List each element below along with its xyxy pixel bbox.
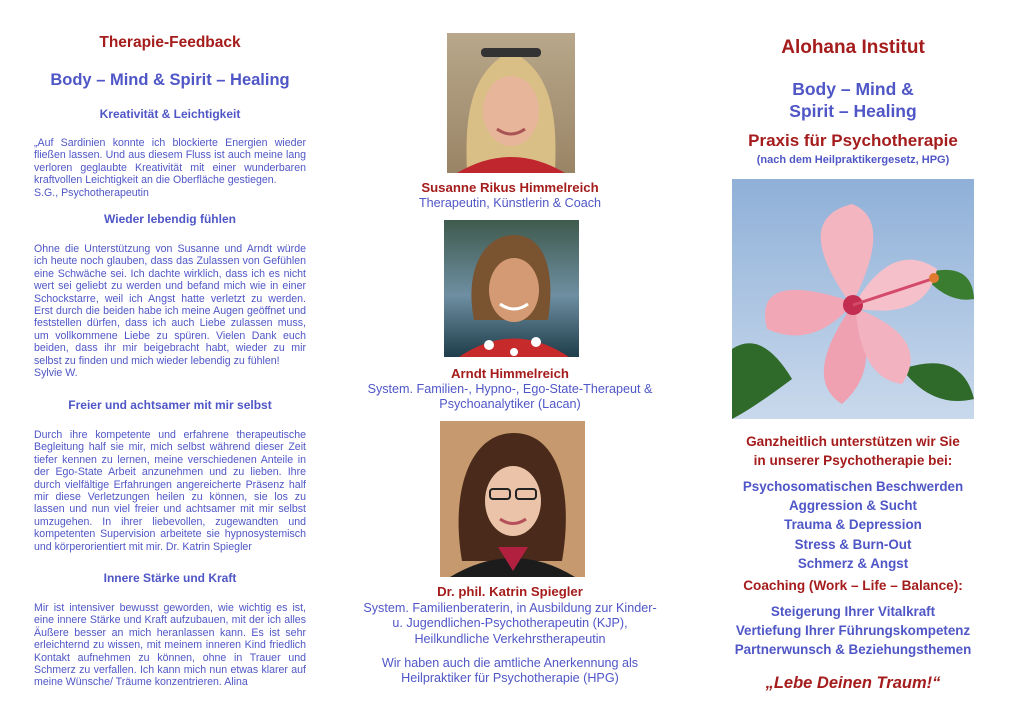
institute-column	[720, 0, 986, 725]
testimonial-text: „Auf Sardinien konnte ich blockierte Energien wieder fließen lassen. Und aus diesem Fluss ist auch meine lang verloren geglaubte Kreativität mit einer wunderbaren kraftvollen Leichtigkeit an die Oberfläche gestiegen. S.G., Psychotherapeutin	[34, 137, 306, 199]
person-name: Susanne Rikus Himmelreich	[421, 180, 599, 195]
list-item: Aggression & Sucht	[789, 498, 917, 514]
feedback-title: Therapie-Feedback	[99, 34, 241, 51]
motto: „Lebe Deinen Traum!“	[765, 674, 941, 692]
person-role: Therapeutin, Künstlerin & Coach	[418, 196, 601, 210]
coaching-topics	[720, 602, 986, 660]
coaching-heading: Coaching (Work – Life – Balance):	[743, 578, 963, 593]
section-heading: Wieder lebendig fühlen	[104, 212, 236, 226]
list-item: Schmerz & Angst	[797, 555, 909, 571]
person-name: Dr. phil. Katrin Spiegler	[437, 584, 583, 599]
section-heading: Kreativität & Leichtigkeit	[99, 107, 241, 121]
person-name: Arndt Himmelreich	[451, 366, 569, 381]
therapy-topics	[720, 477, 986, 573]
person-role: System. Familien-, Hypno-, Ego-State-Therapeut & Psychoanalytiker (Lacan)	[367, 382, 653, 412]
hibiscus-photo	[732, 179, 974, 419]
section-heading: Innere Stärke und Kraft	[103, 571, 237, 585]
list-item: Vertiefung Ihrer Führungskompetenz	[735, 623, 971, 639]
institute-subtitle: Body – Mind & Spirit – Healing	[789, 79, 917, 121]
feedback-column	[28, 0, 312, 725]
section-heading: Freier und achtsamer mit mir selbst	[68, 398, 272, 412]
institute-title: Alohana Institut	[781, 37, 925, 58]
testimonial-signature: Sylvie W.	[34, 367, 78, 380]
testimonial-text: Ohne die Unterstützung von Susanne und Arndt würde ich heute noch glauben, dass das Zulassen von Gefühlen eine Schwäche sei. Ich dachte wirklich, dass ich es nicht wert sei geliebt zu werden und befand mich wie in einer Schockstarre, weil ich Angst hatte verletzt zu werden. Erst durch die beiden habe ich meine Augen geöffnet und feststellen dürfen, dass ich auch Liebe zulassen muss, um vollkommene Liebe zu spüren. Vielen Dank euch beiden, dass ihr mir beigebracht habt, wieder zu mir selbst zu finden und mich wieder lebendig zu fühlen! Sylvie W.	[34, 243, 306, 380]
feedback-subtitle: Body – Mind & Spirit – Healing	[50, 71, 290, 89]
list-item: Psychosomatischen Beschwerden	[742, 479, 964, 494]
photo-katrin	[440, 421, 585, 577]
list-item: Trauma & Depression	[784, 517, 922, 533]
list-item: Partnerwunsch & Beziehungsthemen	[734, 642, 972, 658]
therapy-intro: Ganzheitlich unterstützen wir Sie in unserer Psychotherapie bei:	[746, 434, 960, 468]
testimonial-text: Mir ist intensiver bewusst geworden, wie wichtig es ist, eine innere Stärke und Kraft aufzubauen, mit der ich alles Äußere besser an mich heranlassen kann. Es ist sehr erleichternd zu wissen, mit meinem inneren Kind friedlich Kontakt aufnehmen zu können, ohne in Trauer und Schmerz zu verfallen. Ich kann mich nun etwas klarer auf meine Wünsche/ Träume konzentrieren. Alina	[34, 602, 306, 689]
photo-arndt	[444, 220, 579, 357]
list-item: Stress & Burn-Out	[794, 536, 912, 552]
practice-title: Praxis für Psychotherapie	[748, 131, 958, 150]
person-role: System. Familienberaterin, in Ausbildung zur Kinder- u. Jugendlichen-Psychotherapeutin (KJP), Heilkundliche Verkehrstherapeutin	[363, 601, 657, 646]
recognition-note: Wir haben auch die amtliche Anerkennung als Heilpraktiker für Psychotherapie (HPG)	[381, 656, 639, 686]
list-item: Steigerung Ihrer Vitalkraft	[770, 604, 936, 619]
team-column	[360, 0, 660, 725]
testimonial-signature: S.G., Psychotherapeutin	[34, 186, 149, 199]
practice-note: (nach dem Heilpraktikergesetz, HPG)	[756, 154, 950, 166]
photo-susanne	[447, 33, 575, 173]
testimonial-text: Durch ihre kompetente und erfahrene therapeutische Begleitung half sie mir, mich selbst während dieser Zeit tiefer kennen zu lernen, meine verschiedenen Anteile in der Ego-State Arbeit anzunehmen und zu lieben. Ihre durch vielfältige Erfahrungen angereicherte Präsenz half mir diese Verletzungen heilen zu können, sie los zu lassen und nun viel freier und achtsamer mit mir selbst umzugehen. In ihrer liebevollen, zugewandten und kompetenten Supervision arbeitete sie hypnosystemisch und körperorientiert mit mir. Dr. Katrin Spiegler	[34, 429, 306, 553]
